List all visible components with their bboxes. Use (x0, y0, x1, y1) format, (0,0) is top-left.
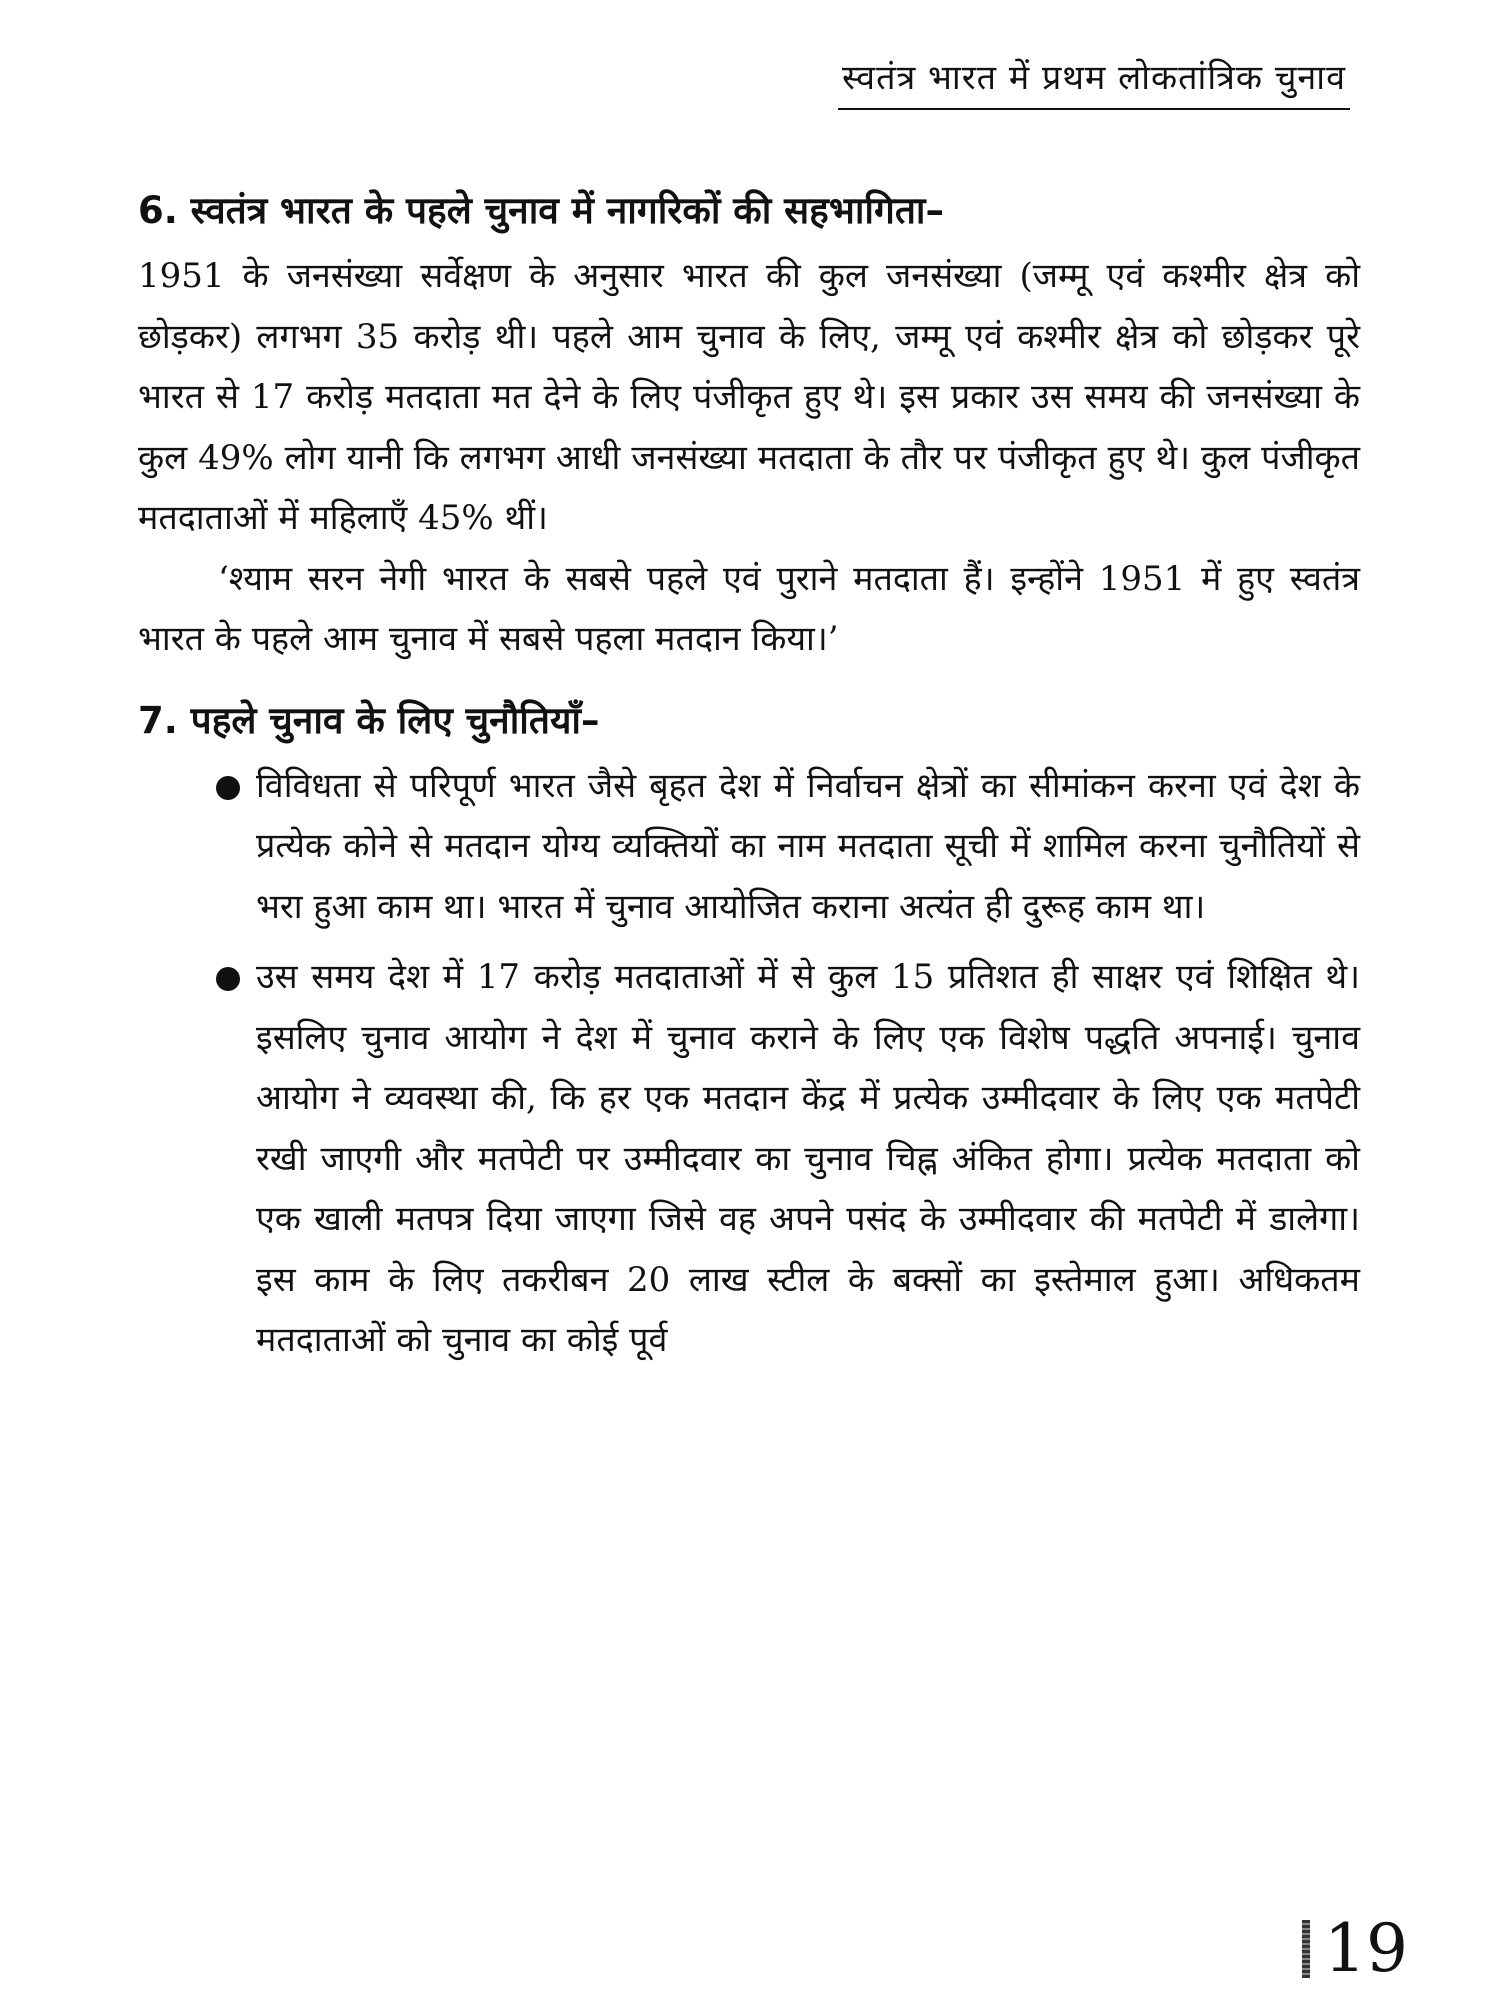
section-6-quote-paragraph: ‘श्याम सरन नेगी भारत के सबसे पहले एवं पुराने मतदाता हैं। इन्होंने 1951 में हुए स्वतंत्र भारत के पहले आम चुनाव में सबसे पहला मतदान किया।’ (138, 558, 1360, 659)
section-6-heading: 6. स्वतंत्र भारत के पहले चुनाव में नागरिकों की सहभागिता– (138, 189, 945, 232)
section-7-heading: 7. पहले चुनाव के लिए चुनौतियाँ– (138, 698, 600, 742)
list-item-text: उस समय देश में 17 करोड़ मतदाताओं में से कुल 15 प्रतिशत ही साक्षर एवं शिक्षित थे। इसलिए चुनाव आयोग ने देश में चुनाव कराने के लिए एक विशेष पद्धति अपनाई। चुनाव आयोग ने व्यवस्था की, कि हर एक मतदान केंद्र में प्रत्येक उम्मीदवार के लिए एक मतपेटी रखी जाएगी और मतपेटी पर उम्मीदवार का चुनाव चिह्न अंकित होगा। प्रत्येक मतदाता को एक खाली मतपत्र दिया जाएगा जिसे वह अपने पसंद के उम्मीदवार की मतपेटी में डालेगा। इस काम के लिए तकरीबन 20 लाख स्टील के बक्सों का इस्तेमाल हुआ। अधिकतम मतदाताओं को चुनाव का कोई पूर्व (256, 957, 1360, 1360)
section-6-paragraph-1: 1951 के जनसंख्या सर्वेक्षण के अनुसार भारत की कुल जनसंख्या (जम्मू एवं कश्मीर क्षेत्र को छोड़कर) लगभग 35 करोड़ थी। पहले आम चुनाव के लिए, जम्मू एवं कश्मीर क्षेत्र को छोड़कर पूरे भारत से 17 करोड़ मतदाता मत देने के लिए पंजीकृत हुए थे। इस प्रकार उस समय की जनसंख्या के कुल 49% लोग यानी कि लगभग आधी जनसंख्या मतदाता के तौर पर पंजीकृत हुए थे। कुल पंजीकृत मतदाताओं में महिलाएँ 45% थीं। (138, 256, 1360, 538)
page-number: 19 (1324, 1910, 1408, 1987)
list-item-text: विविधता से परिपूर्ण भारत जैसे बृहत देश में निर्वाचन क्षेत्रों का सीमांकन करना एवं देश के प्रत्येक कोने से मतदान योग्य व्यक्तियों का नाम मतदाता सूची में शामिल करना चुनौतियों से भरा हुआ काम था। भारत में चुनाव आयोजित कराना अत्यंत ही दुरूह काम था। (256, 765, 1360, 927)
list-item (138, 756, 1360, 938)
bullet-icon (216, 967, 240, 991)
section-6 (138, 180, 1360, 670)
page-body (138, 180, 1360, 1381)
running-header: स्वतंत्र भारत में प्रथम लोकतांत्रिक चुनाव (838, 52, 1350, 110)
list-item (138, 947, 1360, 1371)
bullet-icon (216, 776, 240, 800)
page-footer (1302, 1910, 1408, 1988)
page-marker-bar (1302, 1920, 1310, 1978)
section-7 (138, 690, 1360, 1371)
challenges-list (138, 756, 1360, 1371)
